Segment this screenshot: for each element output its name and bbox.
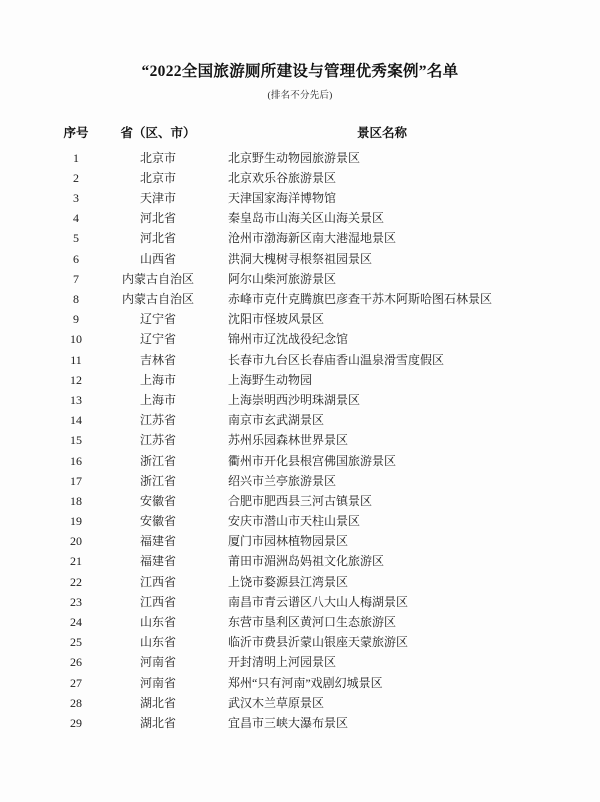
- cell-scenic-area-name: 北京野生动物园旅游景区: [228, 150, 361, 165]
- table-row: [50, 431, 550, 451]
- table-row: [50, 411, 550, 431]
- table-row: [50, 189, 550, 209]
- cell-index: 26: [70, 655, 82, 670]
- cell-region: 江西省: [139, 594, 176, 609]
- cell-region: 江苏省: [139, 433, 176, 448]
- cell-region: 江西省: [139, 574, 176, 589]
- table-header-row: [50, 119, 550, 148]
- cell-scenic-area-name: 东营市垦利区黄河口生态旅游区: [228, 615, 397, 630]
- cell-scenic-area-name: 南京市玄武湖景区: [228, 413, 325, 428]
- cell-index: 15: [70, 433, 82, 448]
- table-row: [50, 512, 550, 532]
- cell-scenic-area-name: 临沂市费县沂蒙山银座天蒙旅游区: [228, 635, 409, 650]
- cell-region: 内蒙古自治区: [121, 292, 194, 307]
- table-row: [50, 289, 550, 309]
- cell-scenic-area-name: 绍兴市兰亭旅游景区: [228, 473, 337, 488]
- cell-index: 4: [73, 211, 79, 226]
- cell-region: 湖北省: [139, 715, 176, 730]
- table-row: [50, 612, 550, 632]
- cell-region: 天津市: [139, 191, 176, 206]
- table-row: [50, 148, 550, 168]
- table-row: [50, 269, 550, 289]
- cell-index: 18: [70, 493, 82, 508]
- table-row: [50, 471, 550, 491]
- cell-region: 河北省: [139, 231, 176, 246]
- cell-scenic-area-name: 衢州市开化县根宫佛国旅游景区: [228, 453, 397, 468]
- cell-index: 6: [73, 251, 79, 266]
- cell-region: 辽宁省: [139, 332, 176, 347]
- table-row: [50, 673, 550, 693]
- cell-index: 11: [70, 352, 82, 367]
- cell-index: 28: [70, 695, 82, 710]
- table-row: [50, 491, 550, 511]
- cell-region: 安徽省: [139, 493, 176, 508]
- cell-region: 浙江省: [139, 453, 176, 468]
- cell-scenic-area-name: 沧州市渤海新区南大港湿地景区: [228, 231, 397, 246]
- cell-index: 3: [73, 191, 79, 206]
- cell-region: 上海市: [139, 392, 176, 407]
- cell-index: 19: [70, 514, 82, 529]
- cell-index: 22: [70, 574, 82, 589]
- cell-region: 河南省: [139, 655, 176, 670]
- cell-region: 辽宁省: [139, 312, 176, 327]
- cell-index: 17: [70, 473, 82, 488]
- cell-scenic-area-name: 洪洞大槐树寻根祭祖园景区: [228, 251, 373, 266]
- cell-scenic-area-name: 阿尔山柴河旅游景区: [228, 271, 337, 286]
- cell-region: 内蒙古自治区: [121, 271, 194, 286]
- table-row: [50, 209, 550, 229]
- cell-region: 北京市: [139, 150, 176, 165]
- table-row: [50, 310, 550, 330]
- table-row: [50, 370, 550, 390]
- cell-scenic-area-name: 锦州市辽沈战役纪念馆: [228, 332, 349, 347]
- column-header-index: 序号: [63, 126, 89, 141]
- cell-scenic-area-name: 长春市九台区长春庙香山温泉滑雪度假区: [228, 352, 445, 367]
- cell-region: 江苏省: [139, 413, 176, 428]
- table-header: [50, 119, 550, 148]
- table-row: [50, 693, 550, 713]
- cell-index: 20: [70, 534, 82, 549]
- table-row: [50, 572, 550, 592]
- table-row: [50, 633, 550, 653]
- cell-scenic-area-name: 南昌市青云谱区八大山人梅湖景区: [228, 594, 409, 609]
- cell-scenic-area-name: 合肥市肥西县三河古镇景区: [228, 493, 373, 508]
- column-header-name: 景区名称: [356, 126, 407, 141]
- column-header-region: 省（区、市）: [120, 126, 196, 141]
- cell-index: 8: [73, 292, 79, 307]
- cell-region: 浙江省: [139, 473, 176, 488]
- cell-index: 1: [73, 150, 79, 165]
- cell-index: 5: [73, 231, 79, 246]
- table-row: [50, 390, 550, 410]
- cell-index: 12: [70, 372, 82, 387]
- cell-scenic-area-name: 开封清明上河园景区: [228, 655, 337, 670]
- cell-index: 23: [70, 594, 82, 609]
- cell-index: 24: [70, 615, 82, 630]
- page-title: “2022全国旅游厕所建设与管理优秀案例”名单: [141, 63, 459, 80]
- cell-scenic-area-name: 北京欢乐谷旅游景区: [228, 170, 337, 185]
- cell-region: 河南省: [139, 675, 176, 690]
- table-row: [50, 552, 550, 572]
- cell-index: 29: [70, 715, 82, 730]
- cell-index: 7: [73, 271, 79, 286]
- cell-index: 13: [70, 392, 82, 407]
- cell-index: 14: [70, 413, 82, 428]
- cell-region: 湖北省: [139, 695, 176, 710]
- cell-index: 25: [70, 635, 82, 650]
- cell-region: 山东省: [139, 635, 176, 650]
- cell-scenic-area-name: 上饶市婺源县江湾景区: [228, 574, 349, 589]
- cell-scenic-area-name: 莆田市湄洲岛妈祖文化旅游区: [228, 554, 385, 569]
- cell-index: 21: [70, 554, 82, 569]
- cell-region: 河北省: [139, 211, 176, 226]
- table-row: [50, 350, 550, 370]
- cell-region: 安徽省: [139, 514, 176, 529]
- title-block: [0, 0, 600, 101]
- table-row: [50, 653, 550, 673]
- table-row: [50, 592, 550, 612]
- cell-scenic-area-name: 厦门市园林植物园景区: [228, 534, 349, 549]
- table-row: [50, 532, 550, 552]
- cell-index: 27: [70, 675, 82, 690]
- cell-scenic-area-name: 安庆市潜山市天柱山景区: [228, 514, 361, 529]
- cell-scenic-area-name: 秦皇岛市山海关区山海关景区: [228, 211, 385, 226]
- cell-scenic-area-name: 宜昌市三峡大瀑布景区: [228, 715, 349, 730]
- cell-scenic-area-name: 上海崇明西沙明珠湖景区: [228, 392, 361, 407]
- table-row: [50, 249, 550, 269]
- table-row: [50, 451, 550, 471]
- table-row: [50, 168, 550, 188]
- cell-scenic-area-name: 武汉木兰草原景区: [228, 695, 325, 710]
- table-row: [50, 713, 550, 733]
- cell-index: 10: [70, 332, 82, 347]
- cell-region: 北京市: [139, 170, 176, 185]
- cell-scenic-area-name: 赤峰市克什克腾旗巴彦查干苏木阿斯哈图石林景区: [228, 292, 493, 307]
- cell-region: 山西省: [139, 251, 176, 266]
- cell-region: 福建省: [139, 554, 176, 569]
- cell-index: 9: [73, 312, 79, 327]
- cell-region: 山东省: [139, 615, 176, 630]
- cell-region: 吉林省: [139, 352, 176, 367]
- cell-index: 16: [70, 453, 82, 468]
- cell-index: 2: [73, 170, 79, 185]
- page-subtitle: (排名不分先后): [267, 91, 333, 102]
- table-body: [50, 148, 550, 733]
- cell-scenic-area-name: 郑州“只有河南”戏剧幻城景区: [228, 675, 383, 690]
- table-row: [50, 229, 550, 249]
- cell-region: 福建省: [139, 534, 176, 549]
- cell-scenic-area-name: 天津国家海洋博物馆: [228, 191, 337, 206]
- cell-scenic-area-name: 上海野生动物园: [228, 372, 313, 387]
- cell-scenic-area-name: 苏州乐园森林世界景区: [228, 433, 349, 448]
- cell-scenic-area-name: 沈阳市怪坡风景区: [228, 312, 325, 327]
- case-list-table: [50, 119, 550, 733]
- cell-region: 上海市: [139, 372, 176, 387]
- table-row: [50, 330, 550, 350]
